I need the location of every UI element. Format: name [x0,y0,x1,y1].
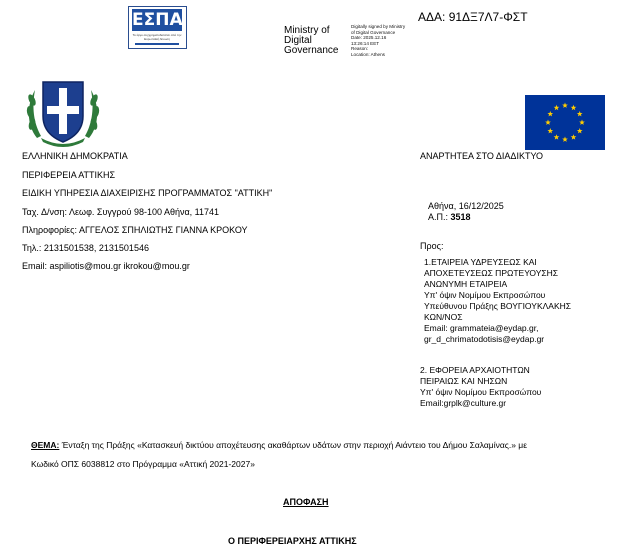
recipient-line: Email: grammateia@eydap.gr, [424,323,539,333]
signature-line: Location: Athens [351,51,385,57]
signature-line: of Digital Governance [351,29,396,35]
sender-line: ΠΕΡΙΦΕΡΕΙΑ ΑΤΤΙΚΗΣ [22,170,116,180]
letter-date: Αθήνα, 16/12/2025 [428,201,504,211]
recipient-line: gr_d_chrimatodotisis@eydap.gr [424,334,545,344]
recipient-2 [420,365,610,409]
protocol-value: 3518 [450,212,471,222]
ministry-line: Ministry of [284,25,330,36]
sender-line: Τηλ.: 2131501538, 2131501546 [22,243,149,253]
subject-text: Ένταξη της Πράξης «Κατασκευή δικτύου αποχέτευσης ακαθάρτων υδάτων στην περιοχή Αιάντειο του Δήμου Σαλαμίνας.» με [59,440,527,450]
recipient-line: 2. ΕΦΟΡΕΙΑ ΑΡΧΑΙΟΤΗΤΩΝ [420,365,530,375]
recipient-line: ΑΠΟΧΕΤΕΥΣΕΩΣ ΠΡΩΤΕΥΟΥΣΗΣ [424,268,559,278]
subject-label: ΘΕΜΑ: [31,440,60,450]
recipient-line: ΠΕΙΡΑΙΩΣ ΚΑΙ ΝΗΣΩΝ [420,376,508,386]
sender-line: Πληροφορίες: ΑΓΓΕΛΟΣ ΣΠΗΛΙΩΤΗΣ ΓΙΑΝΝΑ ΚΡΟΚΟΥ [22,225,248,235]
ministry-line: Governance [284,45,339,56]
posting-notice: ΑΝΑΡΤΗΤΕΑ ΣΤΟ ΔΙΑΔΙΚΤΥΟ [420,151,543,161]
espa-logo-bar [135,43,179,45]
protocol-number [428,212,471,223]
recipient-line: Υπ' όψιν Νομίμου Εκπροσώπου [420,387,542,397]
recipient-line: Υπ' όψιν Νομίμου Εκπροσώπου [424,290,546,300]
recipient-line: ΑΝΩΝΥΜΗ ΕΤΑΙΡΕΙΑ [424,279,508,289]
ministry-line: Digital [284,35,312,46]
recipient-1 [424,257,614,345]
eu-flag-icon [525,95,605,150]
to-label: Προς: [420,241,444,251]
subject-line-2: Κωδικό ΟΠΣ 6038812 στο Πρόγραμμα «Αττική 2021-2027» [31,459,255,469]
sender-line: ΕΙΔΙΚΗ ΥΠΗΡΕΣΙΑ ΔΙΑΧΕΙΡΙΣΗΣ ΠΡΟΓΡΑΜΜΑΤΟΣ "ΑΤΤΙΚΗ" [22,188,273,198]
espa-logo [128,6,187,49]
recipient-line: 1.ΕΤΑΙΡΕΙΑ ΥΔΡΕΥΣΕΩΣ ΚΑΙ [424,257,537,267]
ada-code: ΑΔΑ: 91ΔΞ7Λ7-ΦΣΤ [418,10,528,24]
recipient-line: Email:grplk@culture.gr [420,398,507,408]
signature-line: Reason: [351,46,369,52]
greek-coat-of-arms-icon [23,76,103,150]
sender-line: Email: aspiliotis@mou.gr ikrokou@mou.gr [22,261,190,271]
signature-line: Date: 2025.12.16 [351,35,387,41]
signature-line: 13:26:14 EET [351,40,380,46]
decision-heading: ΑΠΟΦΑΣΗ [283,497,329,507]
protocol-label: Α.Π.: [428,212,449,222]
signature-line: Digitally signed by Ministry [351,24,406,29]
sender-line: Ταχ. Δ/νση: Λεωφ. Συγγρού 98-100 Αθήνα, 11741 [22,207,220,217]
espa-logo-tagline: Το έργο συγχρηματοδοτείται από την Ευρωπαϊκή Ένωση [132,33,182,41]
subject-line-1 [31,440,616,451]
ministry-name [284,26,354,56]
digital-signature [351,24,431,58]
regional-governor-heading: Ο ΠΕΡΙΦΕΡΕΙΑΡΧΗΣ ΑΤΤΙΚΗΣ [228,536,357,546]
espa-logo-word: ΕΣΠΑ [132,10,183,30]
recipient-line: ΚΩΝ/ΝΟΣ [424,312,463,322]
sender-line: ΕΛΛΗΝΙΚΗ ΔΗΜΟΚΡΑΤΙΑ [22,151,128,161]
recipient-line: Υπεύθυνου Πράξης ΒΟΥΓΙΟΥΚΛΑΚΗΣ [424,301,572,311]
